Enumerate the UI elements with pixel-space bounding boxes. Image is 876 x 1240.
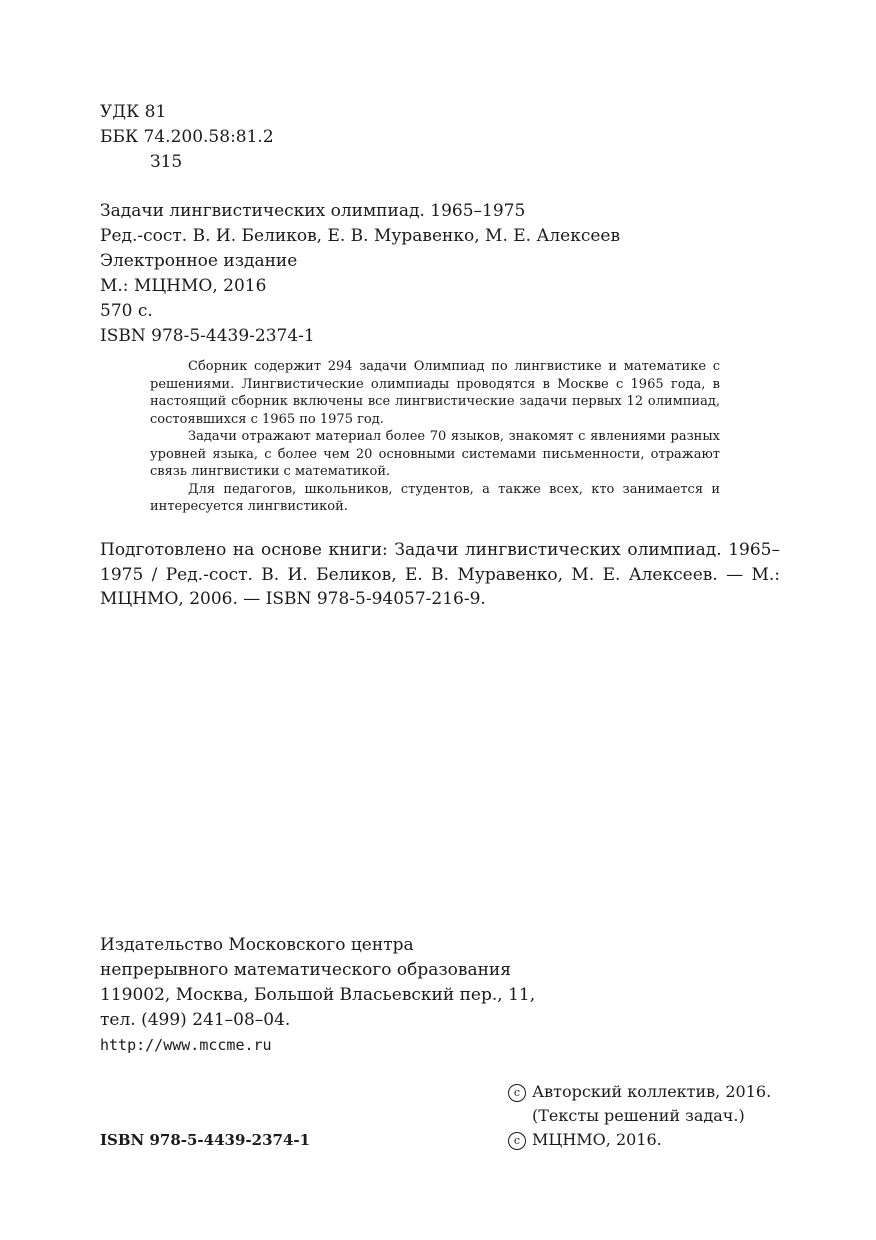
book-pages: 570 с. [100,301,153,321]
bbk-code: ББК 74.200.58:81.2 [100,127,274,147]
book-publisher: М.: МЦНМО, 2016 [100,276,267,296]
publisher-name-line-1: Издательство Московского центра [100,935,414,955]
publisher-url[interactable]: http://www.mccme.ru [100,1036,272,1054]
abstract-paragraph-1: Сборник содержит 294 задачи Олимпиад по лингвистике и математике с решениями. Лингвистические олимпиады проводятся в Москве с 1965 года, в настоящий сборник включены все лингвистические задачи первых 12 олимпиад, состоявшихся с 1965 по 1975 год. [150,359,720,427]
author-sign: З15 [150,152,183,172]
copyright-authors [508,1080,771,1104]
source-note: Подготовлено на основе книги: Задачи лингвистических олимпиад. 1965–1975 / Ред.-сост. В. И. Беликов, Е. В. Муравенко, М. Е. Алексеев. — М.: МЦНМО, 2006. — ISBN 978-5-94057-216-9. [100,540,780,609]
book-edition: Электронное издание [100,251,298,271]
book-editors: Ред.-сост. В. И. Беликов, Е. В. Муравенко, М. Е. Алексеев [100,226,621,246]
book-title: Задачи лингвистических олимпиад. 1965–1975 [100,201,526,221]
copyright-authors-note: (Тексты решений задач.) [532,1106,745,1125]
publisher-address: 119002, Москва, Большой Власьевский пер., 11, [100,985,536,1005]
copyright-publisher-text: МЦНМО, 2016. [532,1130,662,1149]
abstract-paragraph-2: Задачи отражают материал более 70 языков, знакомят с явлениями разных уровней языка, с более чем 20 основными системами письменности, отражают связь лингвистики с математикой. [150,429,720,479]
copyright-publisher [508,1128,662,1152]
abstract [150,358,720,516]
copyright-authors-text: Авторский коллектив, 2016. [532,1082,772,1101]
udk-code: УДК 81 [100,102,167,122]
abstract-paragraph-3: Для педагогов, школьников, студентов, а также всех, кто занимается и интересуется лингвистикой. [150,481,720,514]
footer-isbn: ISBN 978-5-4439-2374-1 [100,1131,311,1149]
copyright-icon: c [508,1132,526,1150]
publisher-phone: тел. (499) 241–08–04. [100,1010,291,1030]
copyright-icon: c [508,1084,526,1102]
book-isbn: ISBN 978-5-4439-2374-1 [100,326,315,346]
publisher-name-line-2: непрерывного математического образования [100,960,511,980]
